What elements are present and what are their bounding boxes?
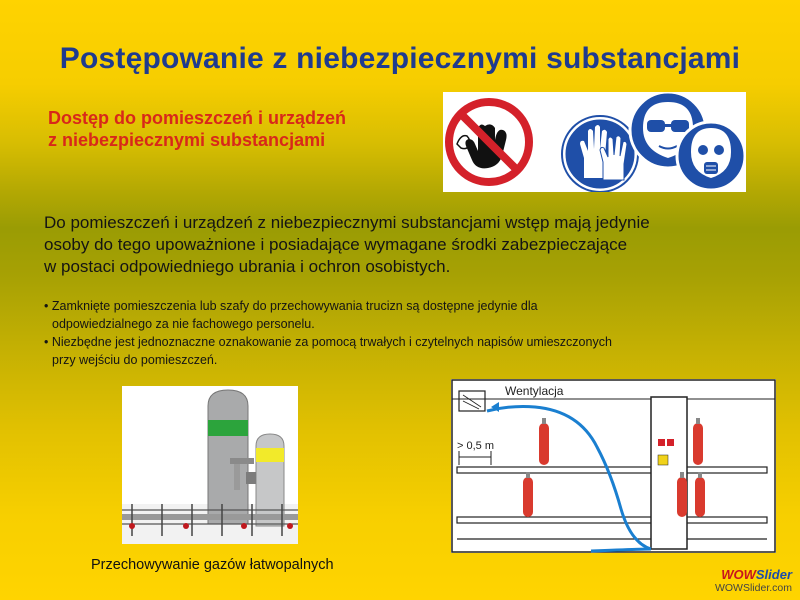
bullet-icon: • bbox=[44, 299, 49, 313]
watermark-logo-a: WOW bbox=[721, 567, 756, 582]
cylinder bbox=[693, 418, 703, 465]
safety-signs-panel bbox=[443, 92, 746, 192]
bullet-item bbox=[44, 333, 764, 369]
watermark[interactable] bbox=[715, 567, 792, 594]
bullet-continuation: przy wejściu do pomieszczeń. bbox=[52, 353, 218, 367]
ventilation-label: Wentylacja bbox=[505, 384, 564, 398]
slide-title: Postępowanie z niebezpiecznymi substancjami bbox=[59, 42, 741, 75]
cylinder bbox=[523, 472, 533, 517]
gas-storage-illustration bbox=[122, 386, 298, 544]
subtitle-line-1: Dostęp do pomieszczeń i urządzeń bbox=[48, 108, 347, 128]
bullet-list bbox=[44, 297, 764, 369]
bullet-text: Niezbędne jest jednoznaczne oznakowanie za pomocą trwałych i czytelnych napisów umieszczonych bbox=[51, 335, 612, 349]
access-paragraph bbox=[44, 212, 784, 278]
gas-mask-icon bbox=[677, 122, 745, 190]
distance-label: > 0,5 m bbox=[457, 440, 494, 452]
cylinder bbox=[677, 472, 687, 517]
bullet-text: Zamknięte pomieszczenia lub szafy do przechowywania trucizn są dostępne jedynie dla bbox=[51, 299, 538, 313]
image-caption: Przechowywanie gazów łatwopalnych bbox=[91, 557, 334, 573]
watermark-logo-b: Slider bbox=[755, 567, 792, 582]
bullet-continuation: odpowiedzialnego za nie fachowego personelu. bbox=[52, 317, 315, 331]
paragraph-line: w postaci odpowiedniego ubrania i ochron osobistych. bbox=[44, 257, 451, 276]
gloves-icon bbox=[562, 116, 638, 192]
watermark-url[interactable]: WOWSlider.com bbox=[714, 582, 792, 594]
bullet-line bbox=[44, 297, 764, 315]
subtitle-line-2: z niebezpiecznymi substancjami bbox=[48, 130, 326, 150]
cylinder bbox=[695, 472, 705, 517]
bullet-item bbox=[44, 297, 764, 333]
ventilated-room-diagram bbox=[451, 379, 776, 553]
paragraph-line: osoby do tego upoważnione i posiadające wymagane środki zabezpieczające bbox=[44, 235, 628, 254]
no-entry-icon bbox=[449, 102, 529, 182]
watermark-logo bbox=[715, 567, 792, 582]
bullet-line bbox=[44, 333, 764, 351]
paragraph-line: Do pomieszczeń i urządzeń z niebezpiecznymi substancjami wstęp mają jedynie bbox=[44, 213, 650, 232]
cylinder bbox=[539, 418, 549, 465]
subtitle bbox=[48, 107, 428, 151]
bullet-icon: • bbox=[44, 335, 49, 349]
